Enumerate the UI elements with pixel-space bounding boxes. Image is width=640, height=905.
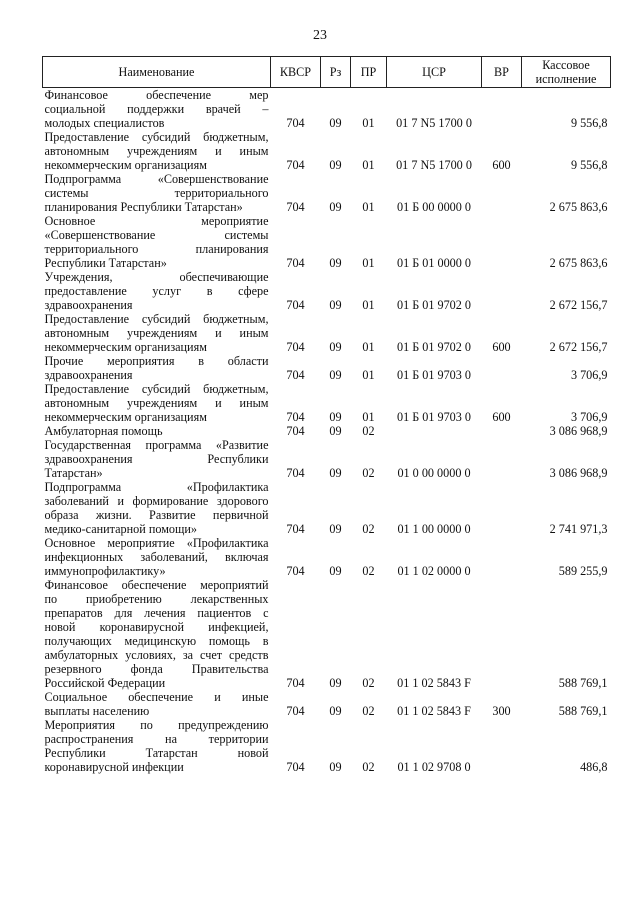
cell-vr [482, 480, 522, 536]
cell-rz: 09 [329, 410, 342, 424]
cell-kvsr: 704 [286, 704, 305, 718]
row-name-line: здравоохранения Республики [44, 452, 269, 466]
table-row [43, 424, 611, 438]
row-name-line: заболеваний и формирование здорового [44, 494, 269, 508]
row-name-line: планирования Республики Татарстан» [44, 200, 243, 214]
row-name-line: Татарстан» [44, 466, 103, 480]
cell-sum: 3 086 968,9 [549, 466, 608, 480]
header-sum: Кассовое исполнение [522, 57, 611, 88]
row-name-line: иммунопрофилактику» [44, 564, 166, 578]
cell-rz: 09 [329, 158, 342, 172]
cell-vr: 600 [492, 340, 511, 354]
cell-csr: 01 Б 01 0000 0 [396, 256, 472, 270]
row-name [43, 354, 271, 382]
cell-pr: 02 [362, 760, 375, 774]
cell-kvsr: 704 [286, 522, 305, 536]
cell-vr [482, 438, 522, 480]
row-name-line: предоставление услуг в сфере [44, 284, 269, 298]
row-name [43, 88, 271, 131]
cell-kvsr: 704 [286, 466, 305, 480]
cell-sum: 9 556,8 [570, 116, 608, 130]
row-name [43, 270, 271, 312]
cell-sum: 486,8 [580, 760, 608, 774]
cell-sum: 2 672 156,7 [549, 340, 608, 354]
cell-vr [482, 424, 522, 438]
row-name-line: Учреждения, обеспечивающие [44, 270, 269, 284]
header-csr: ЦСР [387, 57, 482, 88]
cell-sum: 2 672 156,7 [549, 298, 608, 312]
row-name-line: Амбулаторная помощь [44, 424, 163, 438]
row-name [43, 578, 271, 690]
row-name-line: Основное мероприятие [44, 214, 269, 228]
cell-csr: 01 Б 01 9703 0 [396, 368, 472, 382]
cell-pr: 01 [362, 256, 375, 270]
cell-vr [482, 578, 522, 690]
cell-sum: 588 769,1 [558, 676, 608, 690]
cell-rz: 09 [329, 200, 342, 214]
row-name-line: получающих медицинскую помощь в [44, 634, 269, 648]
cell-kvsr: 704 [286, 564, 305, 578]
cell-rz: 09 [329, 676, 342, 690]
row-name [43, 172, 271, 214]
cell-kvsr: 704 [286, 760, 305, 774]
cell-kvsr: 704 [286, 200, 305, 214]
cell-rz: 09 [329, 256, 342, 270]
row-name-line: Подпрограмма «Совершенствование [44, 172, 269, 186]
row-name-line: Предоставление субсидий бюджетным, [44, 312, 269, 326]
row-name [43, 382, 271, 424]
row-name-line: Финансовое обеспечение мер [44, 88, 269, 102]
cell-sum: 2 741 971,3 [549, 522, 608, 536]
row-name-line: некоммерческим организациям [44, 410, 207, 424]
cell-kvsr: 704 [286, 368, 305, 382]
row-name-line: инфекционных заболеваний, включая [44, 550, 269, 564]
row-name-line: Республики Татарстан новой [44, 746, 269, 760]
cell-vr [482, 172, 522, 214]
row-name-line: Финансовое обеспечение мероприятий [44, 578, 269, 592]
table-row [43, 536, 611, 578]
row-name [43, 480, 271, 536]
row-name-line: некоммерческим организациям [44, 340, 207, 354]
cell-sum: 2 675 863,6 [549, 256, 608, 270]
header-name: Наименование [43, 57, 271, 88]
cell-pr: 01 [362, 298, 375, 312]
row-name-line: коронавирусной инфекции [44, 760, 184, 774]
cell-kvsr: 704 [286, 158, 305, 172]
cell-kvsr: 704 [286, 424, 305, 438]
table-row [43, 718, 611, 774]
cell-csr: 01 Б 01 9702 0 [396, 340, 472, 354]
row-name-line: Государственная программа «Развитие [44, 438, 269, 452]
cell-csr: 01 Б 01 9703 0 [396, 410, 472, 424]
cell-rz: 09 [329, 116, 342, 130]
cell-sum: 3 086 968,9 [549, 424, 608, 438]
table-row [43, 480, 611, 536]
row-name-line: резервного фонда Правительства [44, 662, 269, 676]
cell-vr [482, 536, 522, 578]
row-name [43, 718, 271, 774]
table-row [43, 438, 611, 480]
row-name-line: здравоохранения [44, 368, 133, 382]
row-name-line: системы территориального [44, 186, 269, 200]
header-kvsr: КВСР [271, 57, 321, 88]
row-name [43, 214, 271, 270]
cell-kvsr: 704 [286, 340, 305, 354]
cell-sum: 9 556,8 [570, 158, 608, 172]
row-name-line: Подпрограмма «Профилактика [44, 480, 269, 494]
cell-pr: 01 [362, 116, 375, 130]
cell-rz: 09 [329, 368, 342, 382]
cell-csr: 01 0 00 0000 0 [397, 466, 471, 480]
row-name-line: социальной поддержки врачей – [44, 102, 269, 116]
row-name-line: препаратов для лечения пациентов с [44, 606, 269, 620]
cell-pr: 02 [362, 704, 375, 718]
cell-kvsr: 704 [286, 676, 305, 690]
cell-rz: 09 [329, 340, 342, 354]
cell-csr: 01 1 02 5843 F [397, 676, 471, 690]
table-row [43, 172, 611, 214]
cell-pr: 01 [362, 200, 375, 214]
cell-kvsr: 704 [286, 256, 305, 270]
budget-table [42, 56, 611, 774]
row-name [43, 536, 271, 578]
row-name-line: Мероприятия по предупреждению [44, 718, 269, 732]
cell-pr: 02 [362, 676, 375, 690]
header-vr: ВР [482, 57, 522, 88]
cell-vr [482, 718, 522, 774]
cell-rz: 09 [329, 564, 342, 578]
row-name-line: автономным учреждениям и иным [44, 326, 269, 340]
cell-csr: 01 Б 01 9702 0 [396, 298, 472, 312]
cell-pr: 02 [362, 466, 375, 480]
table-body [43, 88, 611, 775]
row-name-line: Предоставление субсидий бюджетным, [44, 130, 269, 144]
cell-pr: 02 [362, 522, 375, 536]
row-name-line: автономным учреждениям и иным [44, 144, 269, 158]
cell-vr [482, 270, 522, 312]
cell-sum: 3 706,9 [570, 410, 608, 424]
cell-rz: 09 [329, 522, 342, 536]
table-row [43, 270, 611, 312]
table-row [43, 214, 611, 270]
cell-sum: 3 706,9 [570, 368, 608, 382]
cell-pr: 01 [362, 368, 375, 382]
row-name-line: Основное мероприятие «Профилактика [44, 536, 269, 550]
cell-pr: 01 [362, 158, 375, 172]
row-name-line: Прочие мероприятия в области [44, 354, 269, 368]
row-name-line: Социальное обеспечение и иные [44, 690, 269, 704]
cell-csr: 01 1 02 5843 F [397, 704, 471, 718]
row-name-line: автономным учреждениям и иным [44, 396, 269, 410]
table-row [43, 312, 611, 354]
row-name-line: здравоохранения [44, 298, 133, 312]
row-name [43, 438, 271, 480]
cell-csr [387, 424, 482, 438]
cell-vr: 300 [492, 704, 511, 718]
row-name [43, 690, 271, 718]
cell-csr: 01 1 00 0000 0 [397, 522, 471, 536]
row-name-line: Предоставление субсидий бюджетным, [44, 382, 269, 396]
table-row [43, 690, 611, 718]
header-rz: Рз [321, 57, 351, 88]
row-name-line: по приобретению лекарственных [44, 592, 269, 606]
cell-pr: 02 [362, 424, 375, 438]
cell-sum: 2 675 863,6 [549, 200, 608, 214]
cell-csr: 01 7 N5 1700 0 [396, 116, 472, 130]
page-number: 23 [313, 28, 327, 43]
cell-rz: 09 [329, 760, 342, 774]
table-header-row [43, 57, 611, 88]
cell-vr [482, 88, 522, 131]
row-name [43, 424, 271, 438]
row-name-line: выплаты населению [44, 704, 150, 718]
cell-vr: 600 [492, 158, 511, 172]
row-name-line: Республики Татарстан» [44, 256, 167, 270]
table-row [43, 354, 611, 382]
row-name-line: образа жизни. Развитие первичной [44, 508, 269, 522]
row-name-line: амбулаторных условиях, за счет средств [44, 648, 269, 662]
row-name-line: новой коронавирусной инфекцией, [44, 620, 269, 634]
table-row [43, 382, 611, 424]
cell-sum: 588 769,1 [558, 704, 608, 718]
cell-vr: 600 [492, 410, 511, 424]
cell-kvsr: 704 [286, 410, 305, 424]
row-name-line: «Совершенствование системы [44, 228, 269, 242]
row-name [43, 130, 271, 172]
table-row [43, 578, 611, 690]
cell-vr [482, 214, 522, 270]
cell-rz: 09 [329, 298, 342, 312]
cell-rz: 09 [329, 466, 342, 480]
row-name-line: медико-санитарной помощи» [44, 522, 198, 536]
row-name [43, 312, 271, 354]
cell-pr: 01 [362, 410, 375, 424]
row-name-line: Российской Федерации [44, 676, 166, 690]
cell-kvsr: 704 [286, 116, 305, 130]
table-row [43, 88, 611, 131]
cell-vr [482, 354, 522, 382]
cell-pr: 01 [362, 340, 375, 354]
row-name-line: территориального планирования [44, 242, 269, 256]
cell-csr: 01 Б 00 0000 0 [396, 200, 472, 214]
cell-csr: 01 7 N5 1700 0 [396, 158, 472, 172]
cell-pr: 02 [362, 564, 375, 578]
cell-sum: 589 255,9 [558, 564, 608, 578]
cell-rz: 09 [329, 704, 342, 718]
row-name-line: распространения на территории [44, 732, 269, 746]
row-name-line: некоммерческим организациям [44, 158, 207, 172]
header-pr: ПР [351, 57, 387, 88]
row-name-line: молодых специалистов [44, 116, 165, 130]
table-row [43, 130, 611, 172]
cell-rz: 09 [329, 424, 342, 438]
cell-kvsr: 704 [286, 298, 305, 312]
cell-csr: 01 1 02 0000 0 [397, 564, 471, 578]
cell-csr: 01 1 02 9708 0 [397, 760, 471, 774]
